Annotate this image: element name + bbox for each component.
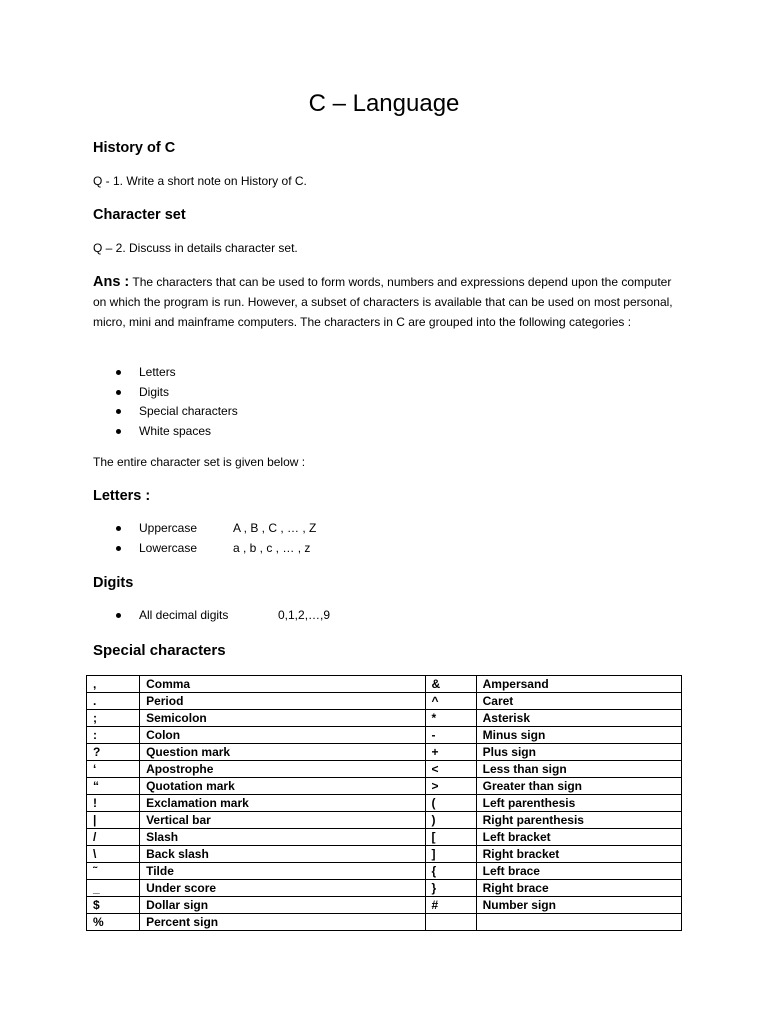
page-title: C – Language [308, 90, 460, 117]
symbol-cell: | [87, 812, 140, 829]
list-item: White spaces [93, 422, 238, 442]
symbol-cell: { [425, 863, 476, 880]
symbol-cell: ( [425, 795, 476, 812]
table-row [87, 676, 682, 693]
symbol-cell: ˜ [87, 863, 140, 880]
table-row [87, 812, 682, 829]
table-row [87, 863, 682, 880]
table-row [87, 744, 682, 761]
table-row [87, 914, 682, 931]
history-heading: History of C [93, 140, 176, 156]
name-cell: Dollar sign [140, 897, 425, 914]
special-heading: Special characters [93, 642, 226, 659]
name-cell: Colon [140, 727, 425, 744]
letters-value: A , B , C , … , Z [233, 521, 317, 535]
symbol-cell: \ [87, 846, 140, 863]
name-cell: Vertical bar [140, 812, 425, 829]
digits-list [93, 606, 493, 626]
symbol-cell: ‘ [87, 761, 140, 778]
name-cell: Back slash [140, 846, 425, 863]
symbol-cell: $ [87, 897, 140, 914]
name-cell: Comma [140, 676, 425, 693]
list-item [93, 519, 493, 539]
name-cell: Tilde [140, 863, 425, 880]
name-cell: Greater than sign [476, 778, 681, 795]
name-cell: Question mark [140, 744, 425, 761]
letters-label: Lowercase [139, 540, 198, 555]
table-row [87, 727, 682, 744]
symbol-cell: ^ [425, 693, 476, 710]
entire-set-text: The entire character set is given below : [93, 455, 306, 469]
name-cell: Right brace [476, 880, 681, 897]
list-item [93, 606, 493, 626]
symbol-cell: ; [87, 710, 140, 727]
symbol-cell: + [425, 744, 476, 761]
letters-list [93, 519, 493, 558]
name-cell: Plus sign [476, 744, 681, 761]
symbol-cell: < [425, 761, 476, 778]
symbol-cell: - [425, 727, 476, 744]
symbol-cell: ! [87, 795, 140, 812]
table-row [87, 880, 682, 897]
table-row [87, 829, 682, 846]
symbol-cell [425, 914, 476, 931]
name-cell: Caret [476, 693, 681, 710]
table-row [87, 897, 682, 914]
name-cell: Quotation mark [140, 778, 425, 795]
name-cell: Apostrophe [140, 761, 425, 778]
symbol-cell: # [425, 897, 476, 914]
symbol-cell: ] [425, 846, 476, 863]
list-item [93, 539, 493, 559]
name-cell: Left brace [476, 863, 681, 880]
symbol-cell: % [87, 914, 140, 931]
name-cell: Left parenthesis [476, 795, 681, 812]
category-list [93, 363, 238, 441]
symbol-cell: > [425, 778, 476, 795]
name-cell: Percent sign [140, 914, 425, 931]
name-cell: Under score [140, 880, 425, 897]
list-item: Letters [93, 363, 238, 383]
list-item: Digits [93, 383, 238, 403]
name-cell: Minus sign [476, 727, 681, 744]
table-row [87, 846, 682, 863]
digits-value: 0,1,2,…,9 [278, 608, 331, 622]
name-cell: Period [140, 693, 425, 710]
letters-value: a , b , c , … , z [233, 540, 311, 555]
name-cell: Ampersand [476, 676, 681, 693]
letters-heading: Letters : [93, 488, 151, 504]
symbol-cell: * [425, 710, 476, 727]
name-cell: Asterisk [476, 710, 681, 727]
answer-text: The characters that can be used to form words, numbers and expressions depend upon the computer on which the program is run. However, a subset of characters is available that can be used on most personal, micro, mini and mainframe computers. The characters in C are grouped into the following categories : [93, 275, 673, 329]
name-cell: Number sign [476, 897, 681, 914]
name-cell: Exclamation mark [140, 795, 425, 812]
table-row [87, 795, 682, 812]
table-row [87, 710, 682, 727]
symbol-cell: _ [87, 880, 140, 897]
symbol-cell: [ [425, 829, 476, 846]
symbol-cell: : [87, 727, 140, 744]
name-cell: Slash [140, 829, 425, 846]
symbol-cell: , [87, 676, 140, 693]
symbol-cell: . [87, 693, 140, 710]
history-question: Q - 1. Write a short note on History of C. [93, 174, 307, 188]
letters-label: Uppercase [139, 521, 198, 535]
charset-heading: Character set [93, 207, 186, 223]
digits-label: All decimal digits [139, 608, 229, 622]
name-cell: Less than sign [476, 761, 681, 778]
symbol-cell: ? [87, 744, 140, 761]
name-cell: Right bracket [476, 846, 681, 863]
table-row [87, 761, 682, 778]
symbol-cell: } [425, 880, 476, 897]
name-cell [476, 914, 681, 931]
name-cell: Semicolon [140, 710, 425, 727]
symbol-cell: “ [87, 778, 140, 795]
list-item: Special characters [93, 402, 238, 422]
table-row [87, 778, 682, 795]
digits-heading: Digits [93, 575, 134, 591]
answer-paragraph [93, 272, 688, 332]
table-row [87, 693, 682, 710]
name-cell: Right parenthesis [476, 812, 681, 829]
charset-question: Q – 2. Discuss in details character set. [93, 241, 298, 255]
name-cell: Left bracket [476, 829, 681, 846]
symbol-cell: ) [425, 812, 476, 829]
special-characters-table [86, 675, 682, 931]
symbol-cell: / [87, 829, 140, 846]
symbol-cell: & [425, 676, 476, 693]
answer-label: Ans : [93, 274, 130, 290]
